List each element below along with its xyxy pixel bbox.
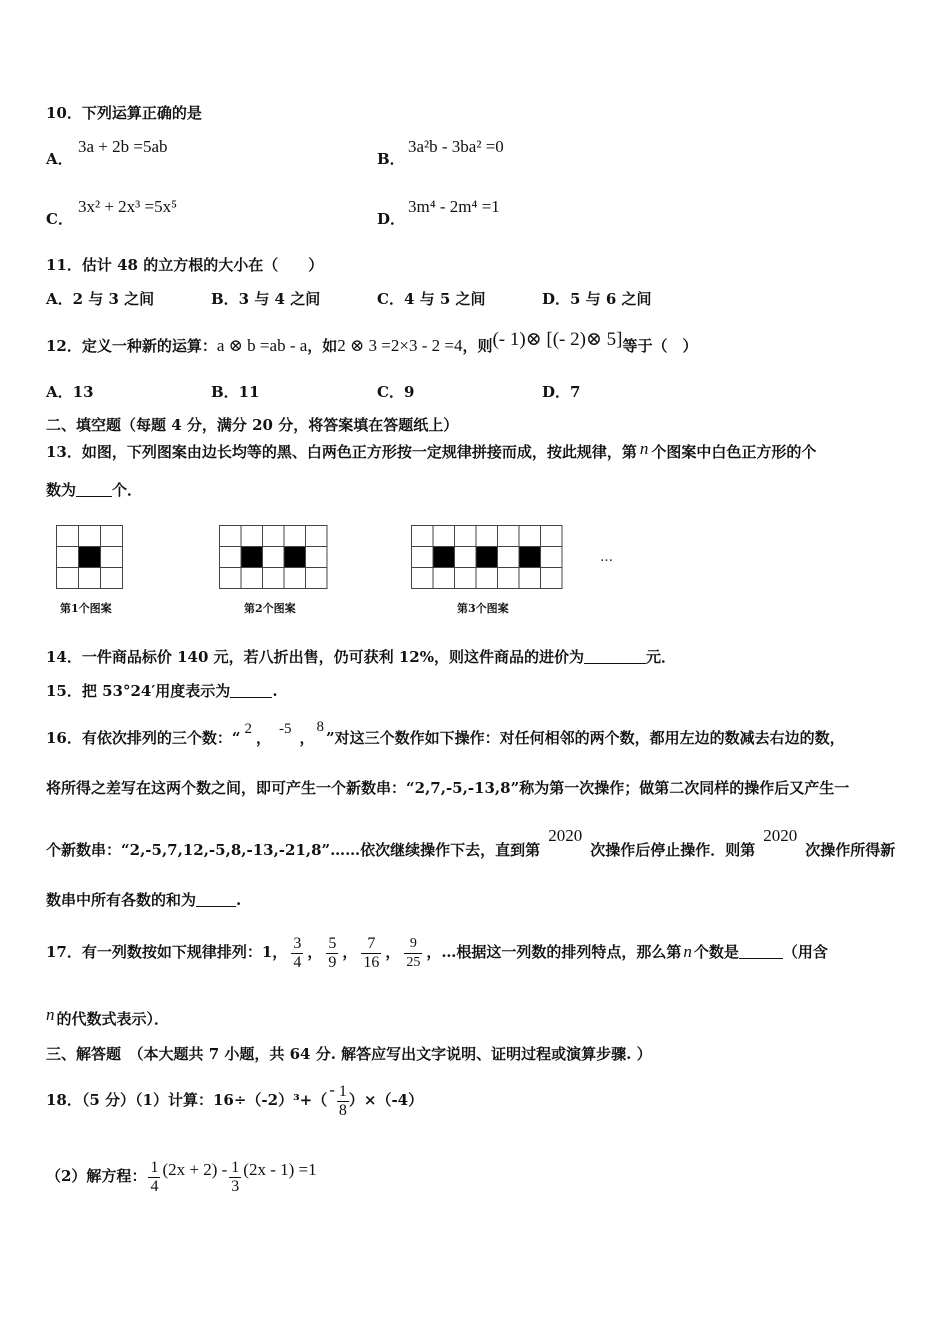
q16-number-2020-a: 2020 xyxy=(548,826,583,845)
q17-variable-n: n xyxy=(683,942,692,961)
q10-option-d-expr: 3m⁴ - 2m⁴ =1 xyxy=(408,197,500,216)
pattern-1-caption: 第1个图案 xyxy=(60,602,112,615)
pattern-3 xyxy=(411,525,564,590)
q16-number-1: 2 xyxy=(244,721,253,737)
q15-text-a: 15．把 53°24′用度表示为 xyxy=(46,682,231,700)
q16-text-a: 16．有依次排列的三个数：“ xyxy=(46,729,241,747)
q11-option-b: B．3 与 4 之间 xyxy=(211,290,321,308)
q17-answer-blank[interactable] xyxy=(739,944,783,959)
q18-eq-fraction-2-den: 3 xyxy=(231,1177,240,1195)
q17-fraction-3-num: 7 xyxy=(361,935,381,954)
pattern-2-caption: 第2个图案 xyxy=(244,602,296,615)
q10-option-c-label: C． xyxy=(46,210,73,228)
q16-text-d: 次操作后停止操作．则第 xyxy=(590,841,756,859)
q12-stem-d: 等于（ ） xyxy=(622,337,698,355)
q12-expression: (- 1)⊗ [(- 2)⊗ 5] xyxy=(492,329,623,350)
q18-text-b: ）×（-4） xyxy=(348,1091,424,1109)
q16-line-1 xyxy=(46,719,845,748)
q11-option-d: D．5 与 6 之间 xyxy=(542,290,652,308)
q17-sep-3: ， xyxy=(385,943,401,961)
q10-option-c-expr: 3x² + 2x³ =5x⁵ xyxy=(78,197,178,216)
q16-text-e: 次操作所得新 xyxy=(805,841,896,859)
q18-eq-tail: (2x - 1) =1 xyxy=(243,1160,317,1179)
q11-option-a: A．2 与 3 之间 xyxy=(46,290,155,308)
q10-option-a-label: A． xyxy=(46,150,73,168)
q18-eq-fraction-2-num: 1 xyxy=(231,1158,240,1176)
q18-eq-middle: (2x + 2) - xyxy=(162,1160,228,1179)
q16-number-3: 8 xyxy=(316,719,325,735)
q12-option-d: D．7 xyxy=(542,383,581,401)
q18-part-1 xyxy=(46,1070,424,1119)
q16-text-c: 个新数串：“2,-5,7,12,-5,8,-13,-21,8”……依次继续操作下去，直到第 xyxy=(46,841,541,859)
q17-line-1 xyxy=(46,932,828,972)
q11-stem: 11．估计 48 的立方根的大小在（ ） xyxy=(46,256,324,274)
q17-fraction-3 xyxy=(361,935,381,972)
q17-sep-2: ， xyxy=(342,943,358,961)
q16-number-2020-b: 2020 xyxy=(763,826,798,845)
q16-line-2: 将所得之差写在这两个数之间，即可产生一个新数串：“2,7,-5,-13,8”称为第一次操作；做第二次同样的操作后又产生一 xyxy=(46,779,850,797)
q18-fraction xyxy=(337,1083,349,1120)
section-2-heading: 二、填空题（每题 4 分，满分 20 分，将答案填在答题纸上） xyxy=(46,416,459,434)
q13-variable-n: n xyxy=(639,439,649,458)
q10-option-b-expr: 3a²b - 3ba² =0 xyxy=(408,137,504,156)
q14-text-a: 14．一件商品标价 140 元，若八折出售，仍可获利 12%，则这件商品的进价为 xyxy=(46,648,584,666)
q13-text-b: 个图案中白色正方形的个 xyxy=(651,443,817,461)
q12-stem-b: ，如 xyxy=(307,337,338,355)
q16-line-3 xyxy=(46,826,896,860)
q18-fraction-den: 8 xyxy=(338,1101,347,1119)
q15-text-b: . xyxy=(272,682,278,700)
q12-option-b: B．11 xyxy=(211,383,260,401)
pattern-1 xyxy=(56,525,123,590)
q13-line-2 xyxy=(46,479,142,500)
q13-text-a: 13．如图，下列图案由边长均等的黑、白两色正方形按一定规律拼接而成，按此规律，第 xyxy=(46,443,637,461)
q12-stem xyxy=(46,329,698,357)
q18-eq-fraction-1 xyxy=(148,1159,160,1196)
q12-example: 2 ⊗ 3 =2×3 - 2 =4 xyxy=(337,336,463,355)
q16-text-b: ”对这三个数作如下操作：对任何相邻的两个数，都用左边的数减去右边的数， xyxy=(326,729,845,747)
q17-fraction-1-num: 3 xyxy=(293,934,302,952)
q18-eq-fraction-1-den: 4 xyxy=(150,1177,159,1195)
q17-fraction-2-den: 9 xyxy=(328,953,337,971)
q10-option-b-label: B． xyxy=(377,150,405,168)
q12-definition: a ⊗ b =ab - a xyxy=(216,336,308,355)
pattern-3-caption: 第3个图案 xyxy=(457,602,509,615)
q18-eq-fraction-2 xyxy=(229,1159,241,1196)
q16-number-2: -5 xyxy=(279,721,292,737)
q18-text-c: （2）解方程： xyxy=(46,1167,147,1185)
q13-text-c: 数为 xyxy=(46,481,77,499)
q11-option-c: C．4 与 5 之间 xyxy=(377,290,486,308)
q12-option-a: A．13 xyxy=(46,383,94,401)
q16-text-g: . xyxy=(236,891,242,909)
q17-text-b: …根据这一列数的排列特点，那么第 xyxy=(441,943,682,961)
q16-sep-2: ， xyxy=(299,729,315,747)
q17-text-a: 17．有一列数按如下规律排列：1， xyxy=(46,943,288,961)
q10-option-a-expr: 3a + 2b =5ab xyxy=(78,137,168,156)
q15-line xyxy=(46,680,278,701)
q14-answer-blank[interactable] xyxy=(584,649,646,664)
q18-eq-fraction-1-num: 1 xyxy=(150,1158,159,1176)
q18-neg-sign: - xyxy=(329,1080,335,1099)
q17-fraction-1 xyxy=(291,935,303,972)
q17-text-c: 个数是 xyxy=(693,943,739,961)
q18-text-a: 18．（5 分）（1）计算：16÷（-2）³+（ xyxy=(46,1091,328,1109)
q17-fraction-3-den: 16 xyxy=(363,953,380,971)
q12-stem-a: 12．定义一种新的运算： xyxy=(46,337,217,355)
q16-sep-1: ， xyxy=(256,729,272,747)
q14-line xyxy=(46,646,676,667)
q16-text-f: 数串中所有各数的和为 xyxy=(46,891,197,909)
q14-text-b: 元． xyxy=(645,648,676,666)
q13-text-d: 个． xyxy=(112,481,143,499)
q17-text-d: （用含 xyxy=(782,943,828,961)
q17-variable-n-2: n xyxy=(46,1005,55,1024)
q17-fraction-4-num: 9 xyxy=(404,935,422,954)
q17-fraction-2 xyxy=(326,935,338,972)
q17-fraction-4-den: 25 xyxy=(406,954,421,970)
q17-text-e: 的代数式表示）． xyxy=(56,1010,170,1028)
q16-answer-blank[interactable] xyxy=(196,892,236,907)
q13-line-1 xyxy=(46,441,816,462)
section-3-heading: 三、解答题 （本大题共 7 小题，共 64 分. 解答应写出文字说明、证明过程或演算步骤. ） xyxy=(46,1045,652,1063)
q17-fraction-2-num: 5 xyxy=(328,934,337,952)
q15-answer-blank[interactable] xyxy=(230,683,272,698)
q18-part-2 xyxy=(46,1154,317,1198)
q18-fraction-num: 1 xyxy=(338,1082,347,1100)
q13-answer-blank[interactable] xyxy=(76,482,112,497)
pattern-ellipsis: … xyxy=(600,550,613,565)
pattern-2 xyxy=(219,525,329,590)
q17-sep-1: ， xyxy=(307,943,323,961)
q17-line-2 xyxy=(46,1005,170,1029)
q10-stem: 10．下列运算正确的是 xyxy=(46,104,202,122)
q10-option-d-label: D． xyxy=(377,210,406,228)
q17-fraction-1-den: 4 xyxy=(293,953,302,971)
q12-stem-c: ，则 xyxy=(462,337,493,355)
q12-option-c: C．9 xyxy=(377,383,415,401)
q16-line-4 xyxy=(46,889,241,910)
q17-sep-4: ， xyxy=(426,943,442,961)
q17-fraction-4 xyxy=(404,935,422,972)
